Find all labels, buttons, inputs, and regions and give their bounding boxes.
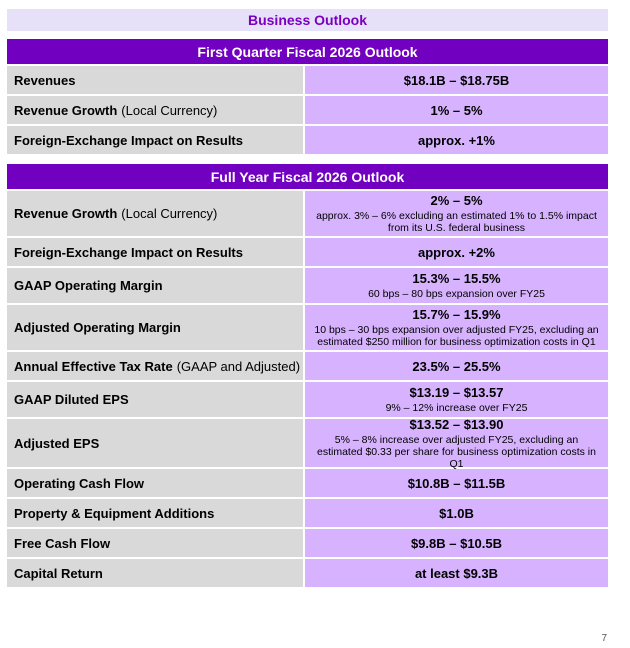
table-row (7, 499, 608, 529)
row-value: approx. +1% (418, 132, 495, 148)
row-label: Foreign-Exchange Impact on Results (14, 132, 243, 148)
row-value: $18.1B – $18.75B (403, 72, 510, 88)
row-label-qualifier: (Local Currency) (121, 102, 218, 118)
row-value: $13.52 – $13.90 (409, 416, 504, 432)
row-value: approx. +2% (418, 244, 495, 260)
q1-rows (7, 66, 608, 156)
row-value-cell (305, 126, 608, 154)
row-value: 15.3% – 15.5% (412, 271, 501, 286)
row-label-cell (7, 191, 305, 236)
table-row (7, 66, 608, 96)
row-value: 23.5% – 25.5% (412, 358, 501, 374)
row-label-qualifier: (Local Currency) (121, 206, 218, 221)
row-value-note: 10 bps – 30 bps expansion over adjusted FY25, excluding an estimated $250 million for business optimization costs in Q1 (314, 324, 599, 348)
row-value-cell (305, 66, 608, 94)
row-value-cell (305, 96, 608, 124)
row-label: Free Cash Flow (14, 535, 111, 551)
row-value: 2% – 5% (430, 193, 483, 208)
row-label: Revenue Growth (14, 206, 118, 221)
table-row (7, 416, 608, 470)
row-label: Annual Effective Tax Rate (14, 358, 173, 374)
row-label: Foreign-Exchange Impact on Results (14, 244, 243, 260)
table-row (7, 191, 608, 238)
fy-rows (7, 191, 608, 589)
row-label: GAAP Diluted EPS (14, 392, 129, 407)
fy-section-header: Full Year Fiscal 2026 Outlook (7, 164, 608, 191)
row-label-cell (7, 66, 305, 94)
table-row (7, 126, 608, 156)
table-row (7, 305, 608, 352)
table-row (7, 469, 608, 499)
row-value: $10.8B – $11.5B (407, 475, 506, 491)
row-value-cell (305, 469, 608, 497)
row-label: Revenue Growth (14, 102, 118, 118)
row-value: 1% – 5% (430, 102, 483, 118)
row-label-cell (7, 469, 305, 497)
row-label: Adjusted Operating Margin (14, 320, 181, 335)
row-value-cell (305, 268, 608, 303)
row-value-cell (305, 416, 608, 470)
table-row (7, 96, 608, 126)
section-gap (7, 156, 608, 164)
row-value: $1.0B (439, 505, 474, 521)
row-label-cell (7, 419, 305, 467)
row-label: Capital Return (14, 565, 103, 581)
table-row (7, 382, 608, 419)
q1-section-header: First Quarter Fiscal 2026 Outlook (7, 39, 608, 66)
row-label-cell (7, 96, 305, 124)
row-label-cell (7, 559, 305, 587)
row-value-cell (305, 191, 608, 236)
page-title: Business Outlook (7, 9, 608, 31)
row-value: $9.8B – $10.5B (410, 535, 503, 551)
table-row (7, 268, 608, 305)
row-value: $13.19 – $13.57 (409, 385, 504, 400)
row-label: Operating Cash Flow (14, 475, 145, 491)
row-label-cell (7, 352, 305, 380)
row-label: Adjusted EPS (14, 435, 100, 451)
row-label-cell (7, 268, 305, 303)
row-label: Property & Equipment Additions (14, 505, 215, 521)
page-number: 7 (601, 633, 607, 644)
row-label-qualifier: (GAAP and Adjusted) (176, 358, 301, 374)
table-row (7, 352, 608, 382)
row-value-cell (305, 529, 608, 557)
row-value-cell (305, 499, 608, 527)
row-label: GAAP Operating Margin (14, 278, 163, 293)
row-value-note: 60 bps – 80 bps expansion over FY25 (368, 288, 545, 300)
row-value-note: 9% – 12% increase over FY25 (385, 402, 528, 414)
row-label-cell (7, 238, 305, 266)
row-value-cell (305, 559, 608, 587)
row-value-cell (305, 238, 608, 266)
row-label-cell (7, 305, 305, 350)
row-value: 15.7% – 15.9% (412, 307, 501, 322)
row-label-cell (7, 529, 305, 557)
business-outlook-table (7, 9, 608, 589)
row-value-cell (305, 305, 608, 350)
row-value-cell (305, 382, 608, 417)
row-value-note: approx. 3% – 6% excluding an estimated 1% to 1.5% impact from its U.S. federal business (316, 210, 597, 234)
row-value-note: 5% – 8% increase over adjusted FY25, excluding an estimated $0.33 per share for business optimization costs in Q1 (317, 433, 596, 470)
table-row (7, 529, 608, 559)
row-label-cell (7, 126, 305, 154)
row-value: at least $9.3B (414, 565, 499, 581)
table-row (7, 559, 608, 589)
row-label-cell (7, 382, 305, 417)
row-label: Revenues (14, 72, 76, 88)
row-value-cell (305, 352, 608, 380)
row-label-cell (7, 499, 305, 527)
table-row (7, 238, 608, 268)
